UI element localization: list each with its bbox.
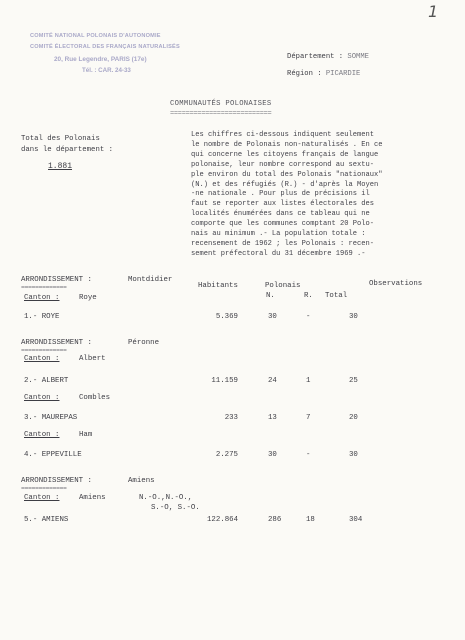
commune-name: 5.- AMIENS	[24, 516, 69, 524]
intro-line: polonaise, leur nombre correspond au sextu-	[191, 160, 375, 169]
arrondissement-underline: =============	[21, 347, 67, 354]
intro-paragraph	[191, 131, 383, 260]
commune-name: 2.- ALBERT	[24, 377, 69, 385]
polonais-r-value: -	[306, 313, 311, 321]
canton-subdivision: S.-O, S.-O.	[151, 504, 200, 512]
total-label-line-1: Total des Polonais	[21, 135, 100, 143]
canton-label: Canton :	[24, 355, 60, 363]
polonais-n-value: 24	[268, 377, 277, 385]
departement-label: Département :	[287, 53, 344, 61]
canton-name: Amiens	[79, 494, 106, 502]
column-header-r: R.	[304, 292, 313, 300]
polonais-r-value: 1	[306, 377, 311, 385]
region-label: Région :	[287, 70, 322, 78]
total-label	[21, 134, 113, 156]
habitants-value: 11.159	[211, 377, 238, 385]
region-value: PICARDIE	[325, 70, 361, 78]
polonais-n-value: 30	[268, 451, 277, 459]
polonais-total-value: 20	[349, 414, 358, 422]
commune-name: 1.- ROYE	[24, 313, 60, 321]
arrondissement-label: ARRONDISSEMENT :	[21, 339, 92, 347]
intro-line: recensement de 1962 ; les Polonais : recen-	[191, 239, 375, 248]
polonais-total-value: 25	[349, 377, 358, 385]
intro-line: sement préfectoral du 31 décembre 1969 .-	[191, 249, 366, 258]
polonais-r-value: 7	[306, 414, 311, 422]
intro-line: (N.) et des réfugiés (R.) - d'après la Moyen	[191, 180, 379, 189]
habitants-value: 233	[224, 414, 238, 422]
canton-label: Canton :	[24, 494, 60, 502]
intro-line: comporte que les communes comptant 20 Polo-	[191, 220, 375, 229]
document-title: COMMUNAUTÉS POLONAISES	[170, 100, 272, 108]
intro-line: Les chiffres ci-dessous indiquent seulement	[191, 131, 375, 139]
arrondissement-underline: =============	[21, 485, 67, 492]
intro-line: -ne nationale . Pour plus de précisions il	[191, 190, 370, 199]
canton-label: Canton :	[24, 394, 60, 402]
intro-line: faut se reporter aux listes électorales des	[191, 200, 375, 209]
arrondissement-underline: =============	[21, 284, 67, 291]
total-value: 1.881	[48, 162, 73, 171]
intro-line: le nombre de Polonais non-naturalisés . En ce	[191, 140, 383, 149]
canton-name: Albert	[79, 355, 106, 363]
stamp-line-2: COMITÉ ÉLECTORAL DES FRANÇAIS NATURALISÉS	[30, 44, 180, 50]
arrondissement-name: Montdidier	[128, 276, 173, 284]
habitants-value: 2.275	[215, 451, 238, 459]
intro-line: ple environ du total des Polonais "nationaux"	[191, 170, 383, 179]
arrondissement-name: Amiens	[128, 477, 155, 485]
column-header-habitants: Habitants	[198, 282, 238, 290]
polonais-r-value: 18	[306, 516, 315, 524]
polonais-n-value: 13	[268, 414, 277, 422]
stamp-line-4: Tél. : CAR. 24-33	[82, 67, 131, 74]
column-header-polonais: Polonais	[265, 282, 301, 290]
habitants-value: 122.864	[206, 516, 238, 524]
polonais-total-value: 30	[349, 313, 358, 321]
column-header-total: Total	[325, 292, 348, 300]
arrondissement-label: ARRONDISSEMENT :	[21, 276, 92, 284]
canton-name: Ham	[79, 431, 93, 439]
canton-name: Combles	[79, 394, 111, 402]
canton-label: Canton :	[24, 431, 60, 439]
stamp-line-1: COMITÉ NATIONAL POLONAIS D'AUTONOMIE	[30, 33, 161, 39]
title-underline: ==========================	[170, 110, 272, 118]
region-line	[287, 70, 360, 78]
column-header-n: N.	[266, 292, 275, 300]
commune-name: 4.- EPPEVILLE	[24, 451, 82, 459]
canton-name: Roye	[79, 294, 97, 302]
commune-name: 3.- MAUREPAS	[24, 414, 78, 422]
page-number: 1	[428, 2, 439, 21]
polonais-n-value: 30	[268, 313, 277, 321]
column-header-observations: Observations	[369, 280, 423, 288]
intro-line: qui concerne les citoyens français de langue	[191, 150, 379, 159]
stamp-line-3: 20, Rue Legendre, PARIS (17e)	[54, 56, 147, 63]
canton-subdivision: N.-O.,N.-O.,	[139, 494, 193, 502]
arrondissement-name: Péronne	[128, 339, 160, 347]
canton-label: Canton :	[24, 294, 60, 302]
intro-line: localités énumérées dans ce tableau qui ne	[191, 210, 370, 219]
polonais-total-value: 304	[349, 516, 363, 524]
total-label-line-2: dans le département :	[21, 146, 113, 154]
arrondissement-label: ARRONDISSEMENT :	[21, 477, 92, 485]
polonais-r-value: -	[306, 451, 311, 459]
habitants-value: 5.369	[215, 313, 238, 321]
polonais-total-value: 30	[349, 451, 358, 459]
intro-line: nais au minimum .- La population totale :	[191, 230, 366, 239]
departement-value: SOMME	[347, 53, 369, 61]
polonais-n-value: 286	[268, 516, 282, 524]
departement-line	[287, 53, 369, 61]
